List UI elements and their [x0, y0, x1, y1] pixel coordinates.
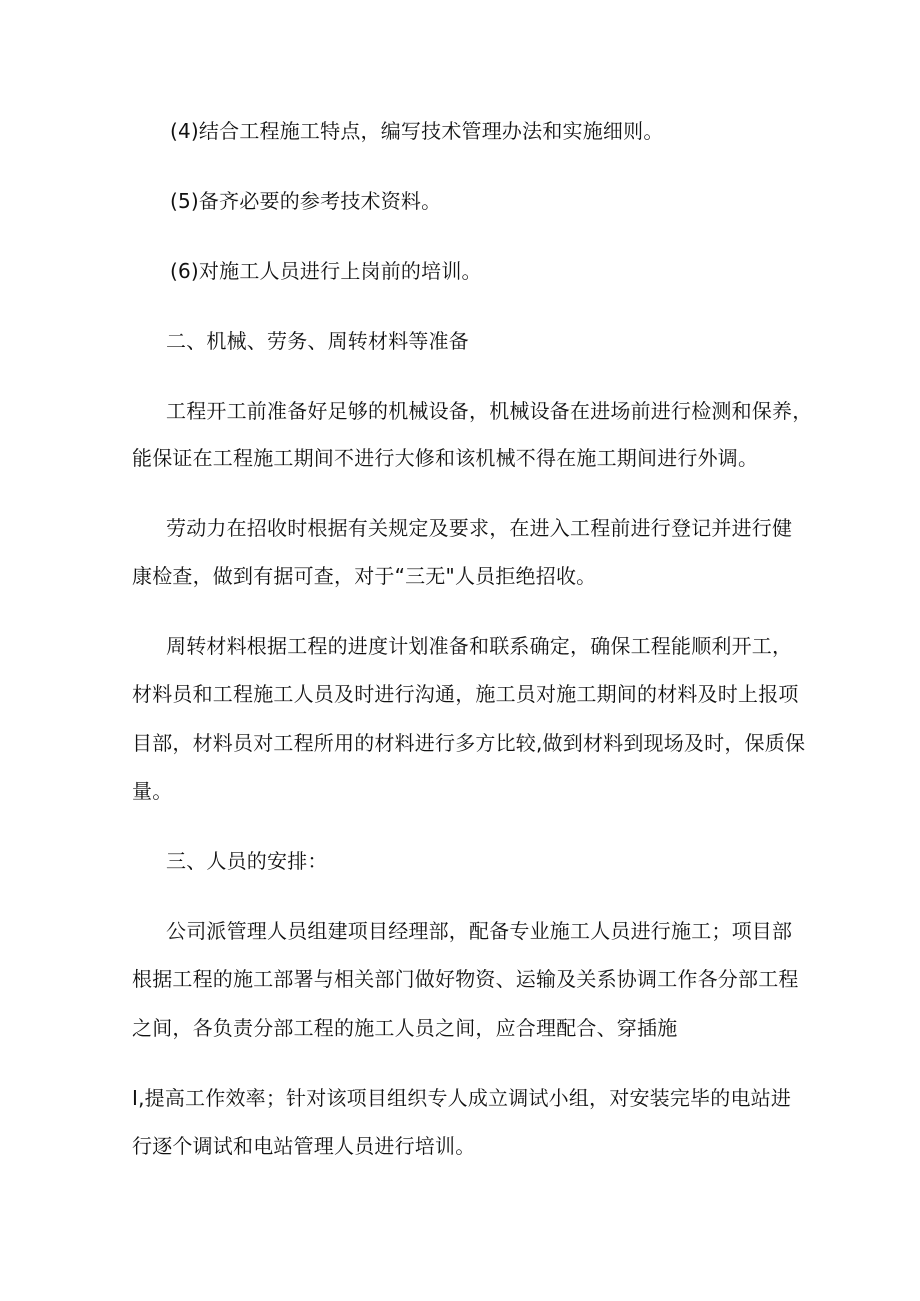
paragraph-line: 公司派管理人员组建项目经理部，配备专业施工人员进行施工；项目部 — [166, 919, 793, 943]
paragraph-line: 周转材料根据工程的进度计划准备和联系确定，确保工程能顺利开工， — [166, 634, 793, 658]
section-heading-2: 二、机械、劳务、周转材料等准备 — [166, 329, 469, 353]
paragraph-line: 目部，材料员对工程所用的材料进行多方比较,做到材料到现场及时，保质保 — [132, 731, 806, 755]
list-item-5: (5)备齐必要的参考技术资料。 — [170, 189, 442, 213]
paragraph-line: 劳动力在招收时根据有关规定及要求，在进入工程前进行登记并进行健 — [166, 516, 793, 540]
paragraph-line: 康检查，做到有据可查，对于“三无"人员拒绝招收。 — [132, 564, 597, 588]
paragraph-line: 材料员和工程施工人员及时进行沟通，施工员对施工期间的材料及时上报项 — [132, 682, 799, 706]
paragraph-line: 量。 — [132, 779, 173, 803]
paragraph-line: 根据工程的施工部署与相关部门做好物资、运输及关系协调工作各分部工程 — [132, 967, 799, 991]
paragraph-line: I,提高工作效率；针对该项目组织专人成立调试小组，对安装完毕的电站进 — [132, 1086, 792, 1110]
list-item-6: (6)对施工人员进行上岗前的培训。 — [170, 259, 482, 283]
paragraph-line: 之间，各负责分部工程的施工人员之间，应合理配合、穿插施 — [132, 1016, 678, 1040]
paragraph-line: 能保证在工程施工期间不进行大修和该机械不得在施工期间进行外调。 — [132, 446, 759, 470]
paragraph-line: 工程开工前准备好足够的机械设备，机械设备在进场前进行检测和保养， — [166, 399, 813, 423]
paragraph-line: 行逐个调试和电站管理人员进行培训。 — [132, 1134, 476, 1158]
list-item-4: (4)结合工程施工特点，编写技术管理办法和实施细则。 — [170, 119, 664, 143]
section-heading-3: 三、人员的安排： — [166, 849, 328, 873]
